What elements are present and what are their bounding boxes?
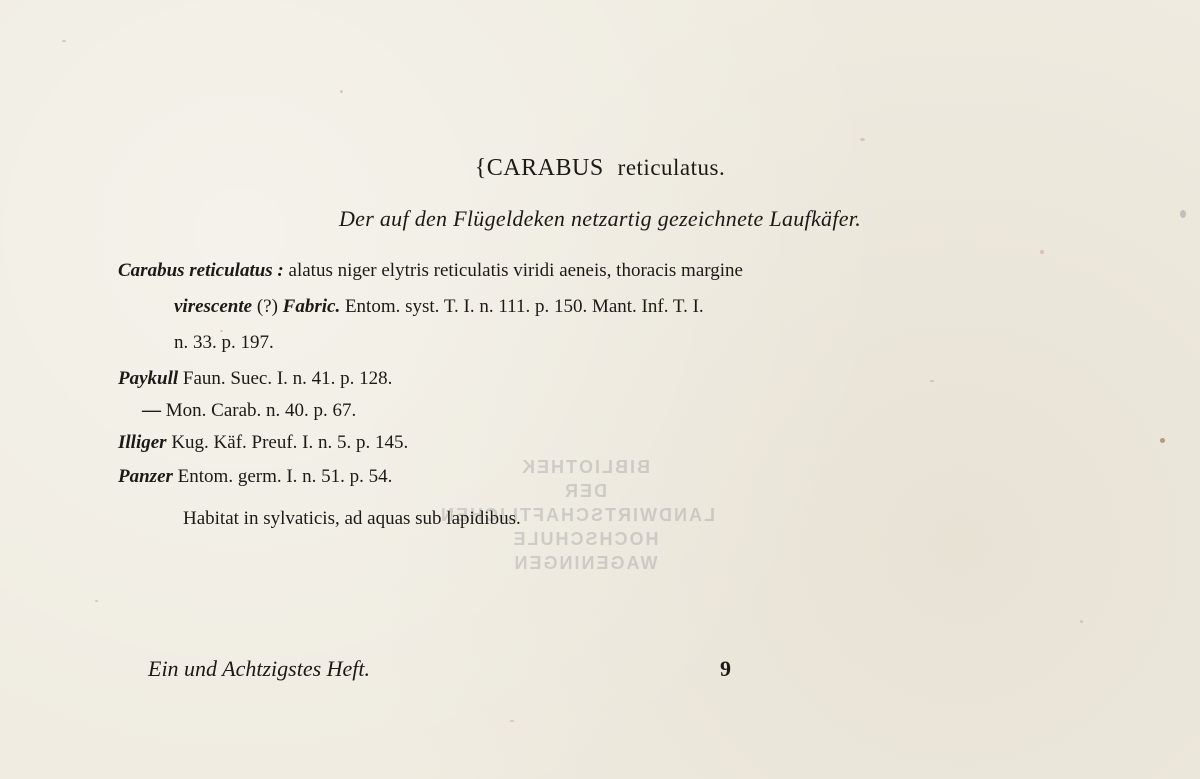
reference-fabricius [118,253,1018,361]
reference-text: (?) [256,296,278,317]
reference-text: Kug. Käf. Preuf. I. n. 5. p. 145. [171,432,409,453]
reference-text: Entom. syst. T. I. n. 111. p. 150. Mant. Inf. T. I. [344,296,704,317]
paper-speck [1080,620,1083,623]
reference-line [118,325,1018,361]
reference-text: Entom. germ. I. n. 51. p. 54. [177,466,393,487]
reference-text: alatus niger elytris reticulatis viridi aeneis, thoracis margine [288,260,743,281]
paper-speck [95,600,98,602]
reference-text: n. 33. p. 197. [174,332,274,353]
stamp-line: LANDWIRTSCHAFTLICHEN [439,505,715,525]
reference-author: virescente [174,296,253,317]
footer-page-number: 9 [720,656,731,681]
heading-genus: {CARABUS [474,155,604,181]
reference-line [118,289,1018,325]
reference-text: Mon. Carab. n. 40. p. 67. [165,400,357,421]
paper-speck [510,720,514,722]
reference-illiger [118,425,1018,461]
stamp-line: BIBLIOTHEK [520,457,650,477]
paper-speck [340,90,343,93]
heading-species: reticulatus. [617,155,726,180]
reference-author: Carabus reticulatus : [118,260,284,281]
paper-speck [1160,438,1165,443]
paper-speck [62,40,66,42]
ditto-dash: — [142,400,161,421]
species-heading [0,155,1200,182]
reference-author: Illiger [118,432,167,453]
habitat-note: Habitat in sylvaticis, ad aquas sub lapidibus. [183,508,521,529]
reference-paykull [118,361,1018,397]
stamp-line: WAGENINGEN [512,553,658,573]
reference-author: Fabric. [282,296,341,317]
paper-speck [1040,250,1044,254]
footer-signature: Ein und Achtzigstes Heft. [148,656,371,681]
reference-panzer [118,459,1018,495]
german-common-name: Der auf den Flügeldeken netzartig gezeichnete Laufkäfer. [338,206,862,231]
reference-line [118,253,1018,289]
stamp-line: HOCHSCHULE [511,529,659,549]
reference-author: Panzer [118,466,173,487]
reference-author: Paykull [118,368,179,389]
reference-text: Faun. Suec. I. n. 41. p. 128. [182,368,393,389]
stamp-line: DER [563,481,608,501]
paper-speck [860,138,865,141]
reference-paykull-mon [118,393,1018,429]
